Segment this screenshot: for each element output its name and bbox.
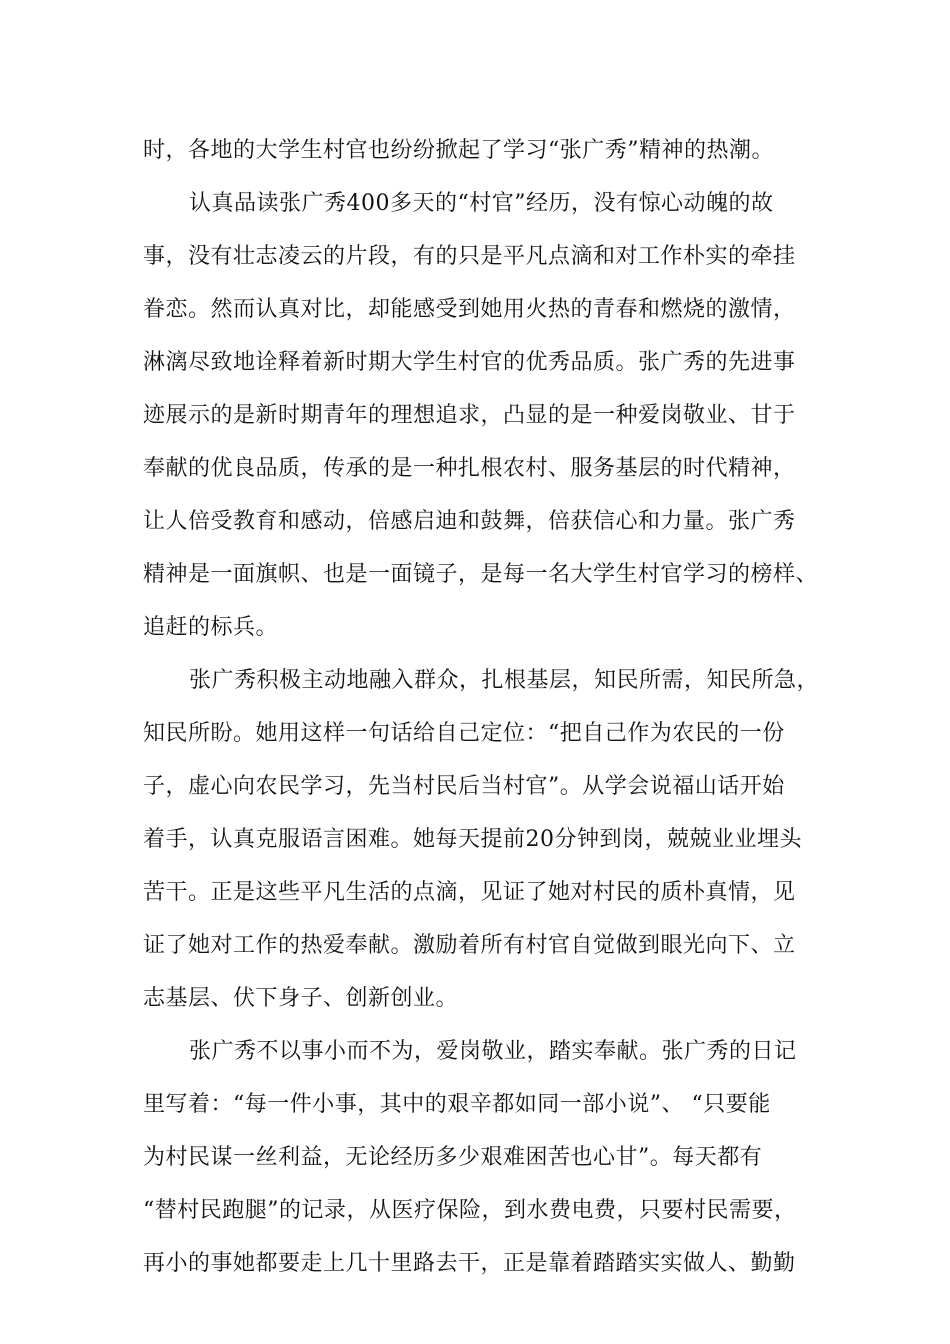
text-line: 张广秀不以事小而不为，爱岗敬业，踏实奉献。张广秀的日记 — [189, 1039, 797, 1064]
text-line: “替村民跑腿”的记录，从医疗保险，到水费电费，只要村民需要， — [143, 1198, 797, 1223]
text-line: 事，没有壮志凌云的片段，有的只是平凡点滴和对工作朴实的牵挂 — [143, 244, 796, 269]
text-line: 里写着：“每一件小事，其中的艰辛都如同一部小说”、 “只要能 — [143, 1092, 771, 1117]
text-line: 子，虚心向农民学习，先当村民后当村官”。从学会说福山话开始 — [143, 774, 785, 799]
text-line: 苦干。正是这些平凡生活的点滴，见证了她对村民的质朴真情，见 — [143, 880, 796, 905]
text-line: 为村民谋一丝利益，无论经历多少艰难困苦也心甘”。每天都有 — [143, 1145, 763, 1170]
text-line: 认真品读张广秀400多天的“村官”经历，没有惊心动魄的故 — [189, 191, 774, 216]
text-line: 知民所盼。她用这样一句话给自己定位：“把自己作为农民的一份 — [143, 721, 785, 746]
text-line: 迹展示的是新时期青年的理想追求，凸显的是一种爱岗敬业、甘于 — [143, 403, 796, 428]
text-line: 奉献的优良品质，传承的是一种扎根农村、服务基层的时代精神， — [143, 456, 796, 481]
text-line: 精神是一面旗帜、也是一面镜子，是每一名大学生村官学习的榜样、 — [143, 562, 819, 587]
text-line: 张广秀积极主动地融入群众，扎根基层，知民所需，知民所急， — [189, 668, 820, 693]
text-line: 证了她对工作的热爱奉献。激励着所有村官自觉做到眼光向下、立 — [143, 933, 796, 958]
text-line: 让人倍受教育和感动，倍感启迪和鼓舞，倍获信心和力量。张广秀 — [143, 509, 796, 534]
text-line: 追赶的标兵。 — [143, 615, 279, 640]
text-line: 着手，认真克服语言困难。她每天提前20分钟到岗，兢兢业业埋头 — [143, 827, 802, 852]
text-line: 再小的事她都要走上几十里路去干，正是靠着踏踏实实做人、勤勤 — [143, 1251, 796, 1276]
text-line: 时，各地的大学生村官也纷纷掀起了学习“张广秀”精神的热潮。 — [143, 138, 774, 163]
document-body — [143, 131, 833, 1297]
text-line: 志基层、伏下身子、创新创业。 — [143, 986, 459, 1011]
text-line: 淋漓尽致地诠释着新时期大学生村官的优秀品质。张广秀的先进事 — [143, 350, 796, 375]
text-line: 眷恋。然而认真对比，却能感受到她用火热的青春和燃烧的激情， — [143, 297, 796, 322]
